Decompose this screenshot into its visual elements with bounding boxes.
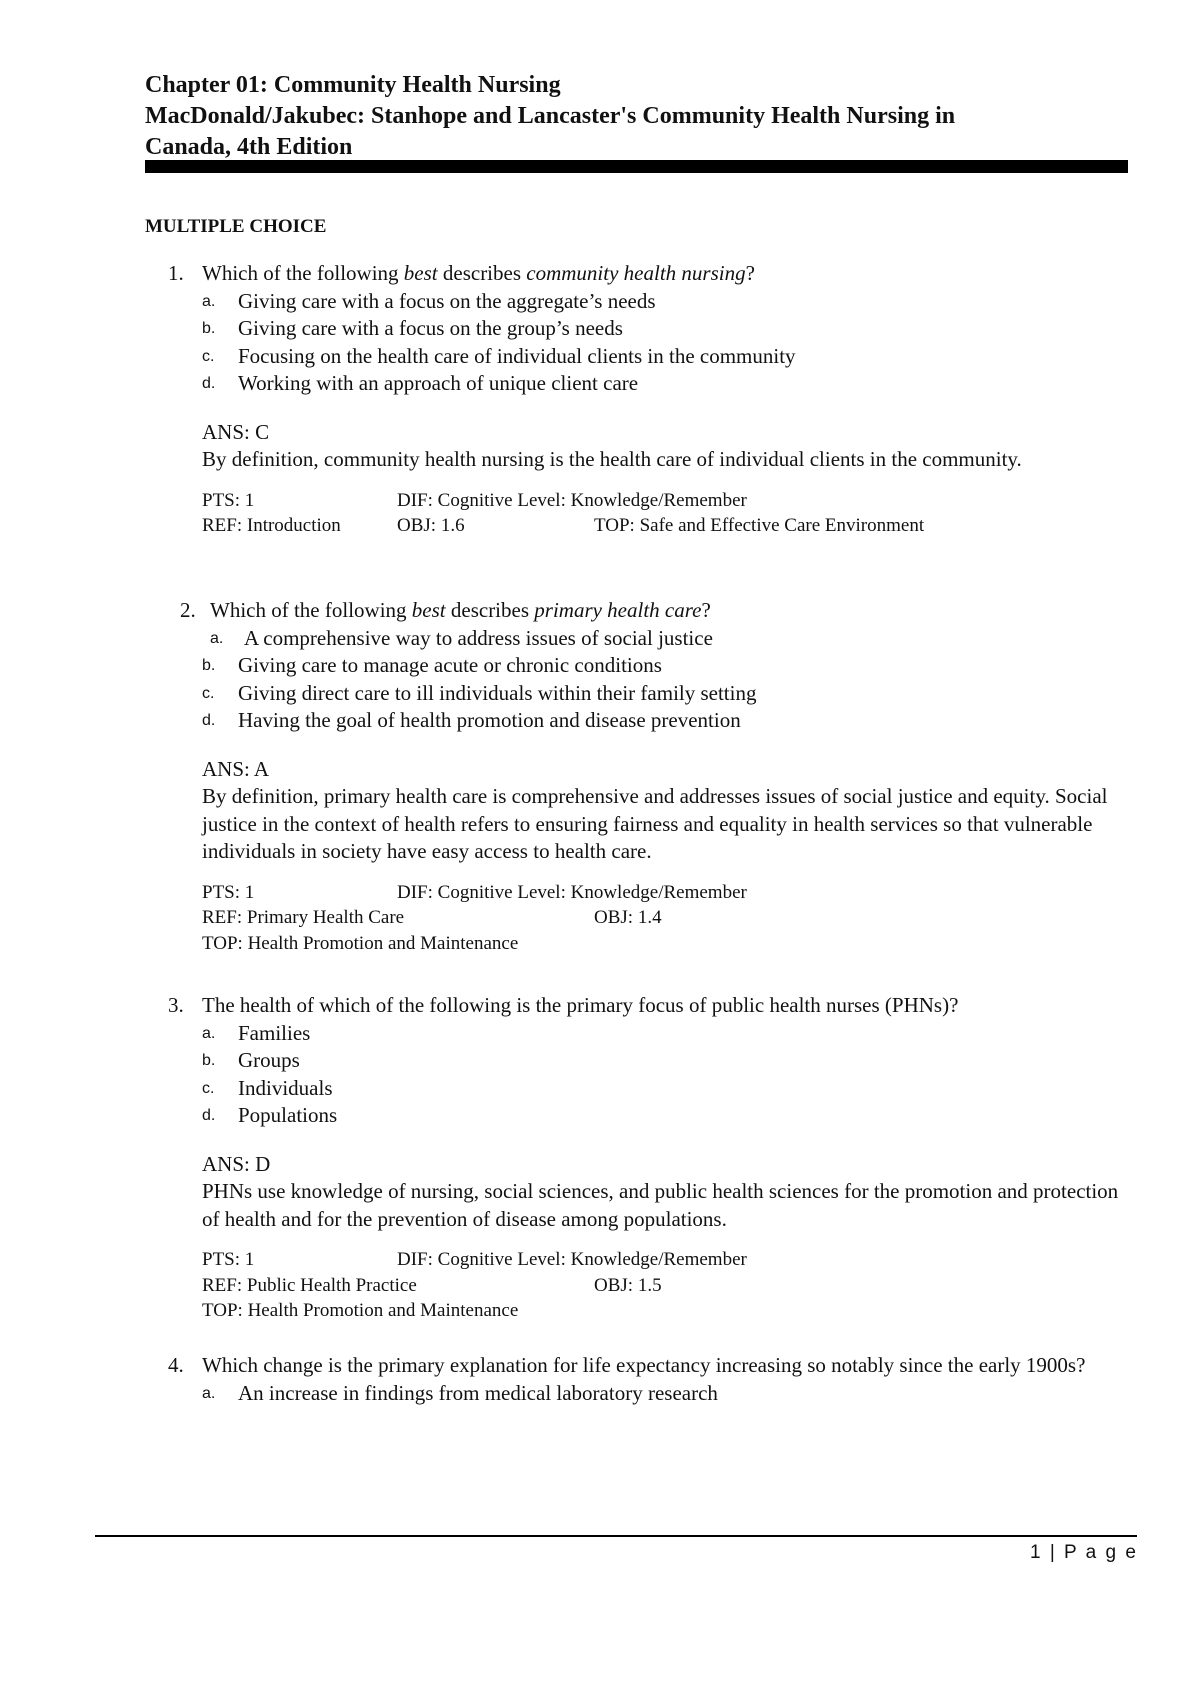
question-stem: Which of the following best describes community health nursing? xyxy=(202,261,755,285)
question-number: 1. xyxy=(168,261,184,285)
meta-ref: REF: Public Health Practice xyxy=(202,1274,417,1296)
option-b: b. Groups xyxy=(202,1048,300,1072)
book-edition-line: Canada, 4th Edition xyxy=(145,134,353,160)
question-number: 2. xyxy=(180,598,196,622)
answer-key: ANS: D xyxy=(202,1151,271,1176)
meta-top: TOP: Health Promotion and Maintenance xyxy=(202,932,519,954)
meta-top: TOP: Health Promotion and Maintenance xyxy=(202,1300,519,1321)
question-number: 3. xyxy=(168,993,184,1017)
question-1 xyxy=(168,260,1128,539)
rationale: By definition, community health nursing is the health care of individual clients in the community. xyxy=(202,447,1022,471)
option-a: a. Giving care with a focus on the aggregate’s needs xyxy=(202,288,656,313)
footer-divider xyxy=(95,1535,1137,1537)
meta-obj: OBJ: 1.6 xyxy=(397,515,465,536)
option-d: d. Working with an approach of unique client care xyxy=(202,371,639,395)
question-stem: Which of the following best describes primary health care? xyxy=(210,598,711,622)
header-divider xyxy=(145,160,1128,173)
meta-pts: PTS: 1 xyxy=(202,489,255,511)
option-b: b. Giving care to manage acute or chronic conditions xyxy=(202,653,662,677)
option-list xyxy=(202,1020,1128,1130)
meta-ref: REF: Introduction xyxy=(202,515,341,536)
page-number: 1 | P a g e xyxy=(1030,1542,1138,1563)
option-list xyxy=(202,288,1128,398)
question-3 xyxy=(168,992,1128,1324)
question-number: 4. xyxy=(168,1353,184,1377)
question-4 xyxy=(168,1352,1128,1428)
option-c: c. Giving direct care to ill individuals within their family setting xyxy=(202,680,757,705)
meta-pts: PTS: 1 xyxy=(202,881,255,903)
option-c: c. Focusing on the health care of individual clients in the community xyxy=(202,343,796,368)
option-d: d. Populations xyxy=(202,1103,338,1127)
question-stem: The health of which of the following is the primary focus of public health nurses (PHNs)? xyxy=(202,993,959,1017)
question-metadata xyxy=(202,488,1128,539)
meta-pts: PTS: 1 xyxy=(202,1249,255,1270)
option-list xyxy=(202,1380,1128,1408)
question-metadata xyxy=(202,1247,1128,1324)
answer-key: ANS: A xyxy=(202,756,270,781)
question-2 xyxy=(168,597,1128,956)
meta-dif: DIF: Cognitive Level: Knowledge/Remember xyxy=(397,1249,747,1270)
meta-top: TOP: Safe and Effective Care Environment xyxy=(594,515,925,536)
question-metadata xyxy=(202,880,1128,957)
rationale: By definition, primary health care is comprehensive and addresses issues of social justice and equity. Social justice in the context of health refers to ensuring fairness and equality in health services so that vulnerable individuals in society have easy access to health care. xyxy=(202,784,1108,863)
book-title-line: MacDonald/Jakubec: Stanhope and Lancaster's Community Health Nursing in xyxy=(145,103,956,129)
document-header xyxy=(145,70,1125,163)
option-c: c. Individuals xyxy=(202,1075,333,1100)
option-d: d. Having the goal of health promotion and disease prevention xyxy=(202,708,741,732)
answer-key: ANS: C xyxy=(202,419,270,444)
option-a: a. An increase in findings from medical laboratory research xyxy=(202,1380,718,1405)
option-a: a. A comprehensive way to address issues of social justice xyxy=(210,625,713,650)
option-b: b. Giving care with a focus on the group’s needs xyxy=(202,316,623,340)
meta-ref: REF: Primary Health Care xyxy=(202,907,405,928)
rationale: PHNs use knowledge of nursing, social sciences, and public health sciences for the promotion and protection of health and for the prevention of disease among populations. xyxy=(202,1179,1119,1231)
section-title: MULTIPLE CHOICE xyxy=(145,216,327,237)
meta-dif: DIF: Cognitive Level: Knowledge/Remember xyxy=(397,489,747,511)
meta-obj: OBJ: 1.4 xyxy=(594,907,662,928)
chapter-title: Chapter 01: Community Health Nursing xyxy=(145,72,561,98)
meta-dif: DIF: Cognitive Level: Knowledge/Remember xyxy=(397,881,747,903)
option-a: a. Families xyxy=(202,1020,311,1045)
question-stem: Which change is the primary explanation for life expectancy increasing so notably since the early 1900s? xyxy=(202,1353,1086,1377)
meta-obj: OBJ: 1.5 xyxy=(594,1274,662,1296)
option-list xyxy=(202,625,1128,735)
